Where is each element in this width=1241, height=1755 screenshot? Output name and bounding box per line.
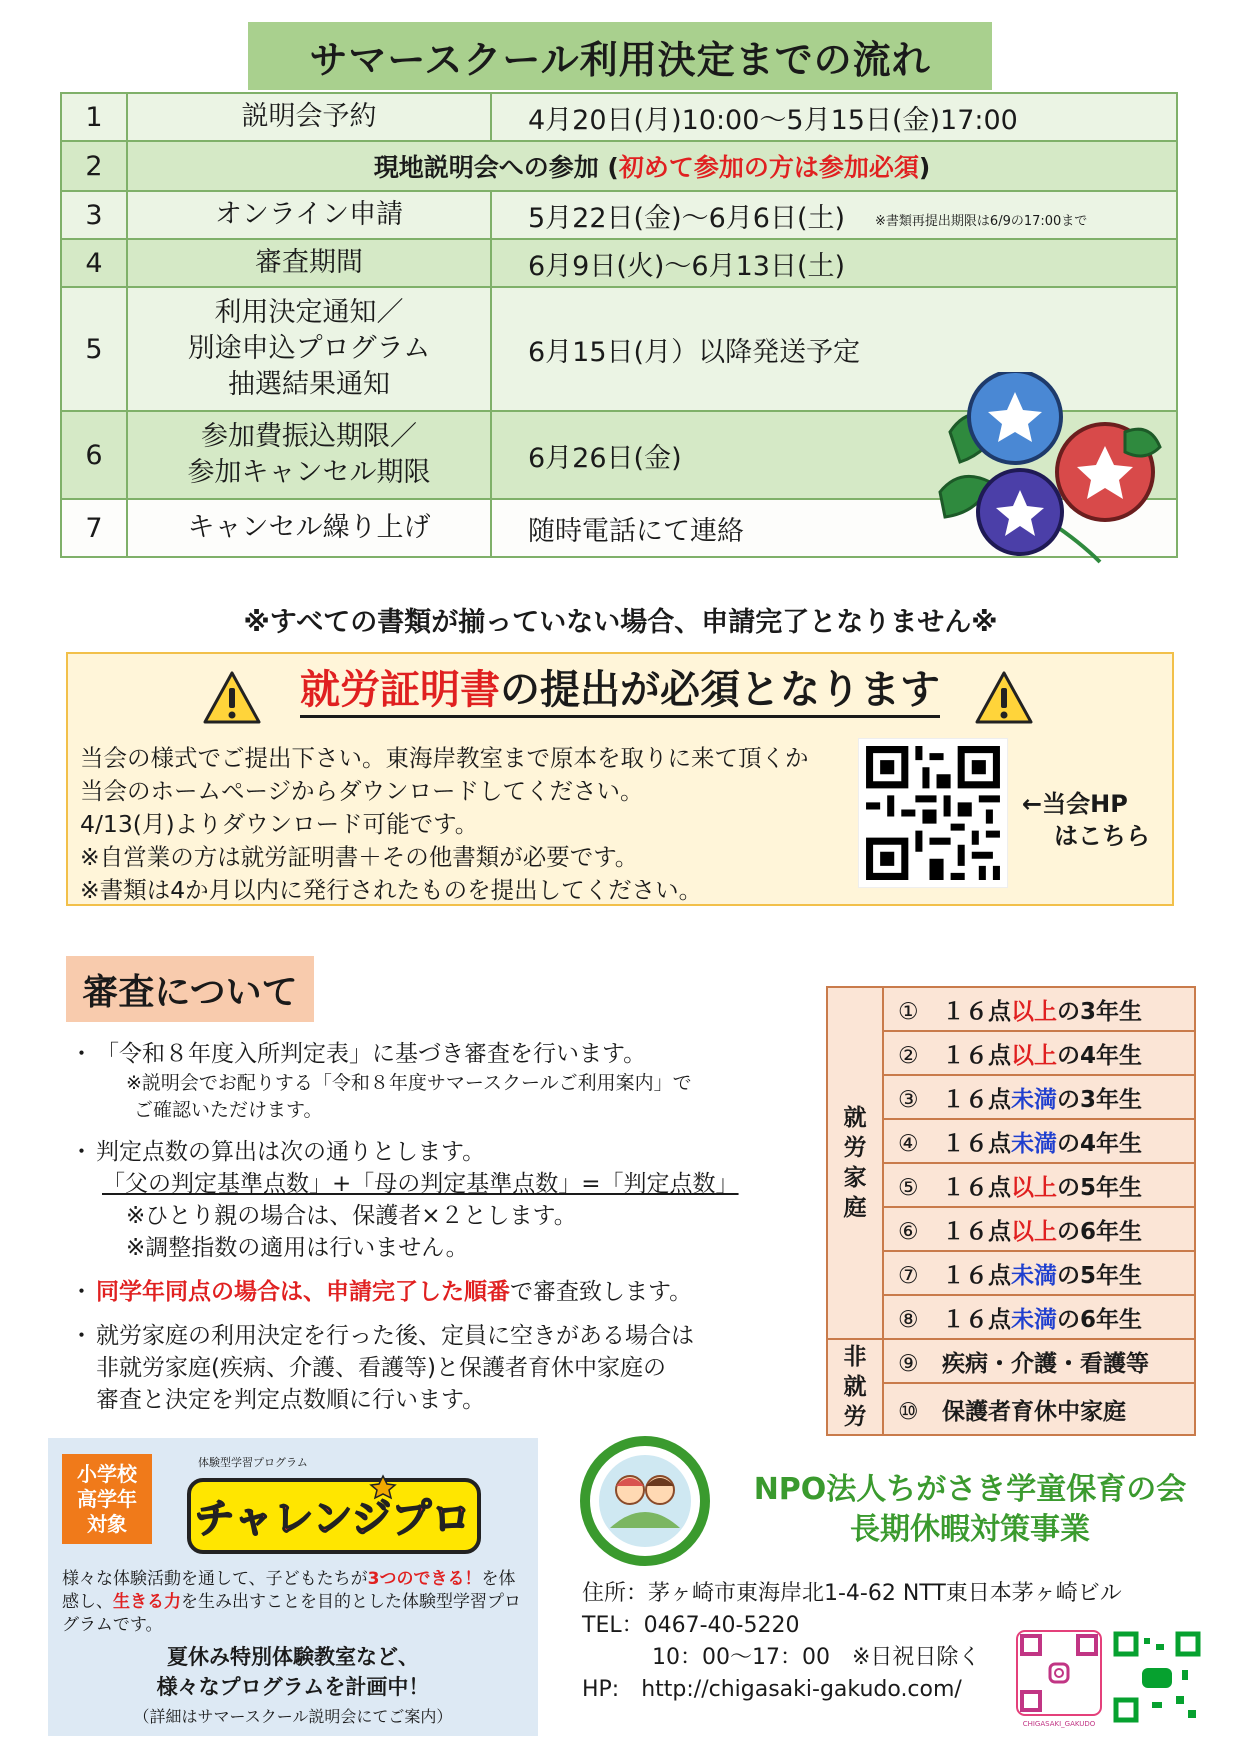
rank-points: １６点 — [942, 1042, 1011, 1069]
rank-number: ③ — [898, 1086, 919, 1113]
step-value: 5月22日(金)～6月6日(土) — [528, 202, 846, 234]
table-row — [827, 1339, 1195, 1383]
step-note: ※書類再提出期限は6/9の17:00まで — [875, 213, 1088, 229]
review-bullets — [70, 1038, 800, 1428]
rank-points: １６点 — [942, 1306, 1011, 1333]
table-row — [61, 191, 1177, 239]
bullet-subtext: ※説明会でお配りする「令和８年度サマースクールご利用案内」で — [126, 1072, 692, 1094]
table-row — [827, 1383, 1195, 1435]
text-line: 当会のホームページからダウンロードしてください。 — [80, 777, 644, 805]
table-row — [827, 1251, 1195, 1295]
hp-label-line: ←当会HP — [1022, 790, 1128, 818]
rank-item — [883, 1383, 1195, 1435]
employment-certificate-box — [66, 652, 1174, 906]
highlight-line: 様々なプログラムを計画中！ — [156, 1675, 430, 1699]
rank-points: １６点 — [942, 1086, 1011, 1113]
rank-number: ① — [898, 998, 919, 1025]
table-row — [61, 141, 1177, 191]
text-line: 4/13(月)よりダウンロード可能です。 — [80, 810, 479, 838]
text-line: ※書類は4か月以内に発行されたものを提出してください。 — [80, 876, 703, 904]
bullet-subtext: ※調整指数の適用は行いません。 — [126, 1235, 469, 1261]
group-char: 就 — [843, 1105, 867, 1131]
group-char: 家 — [843, 1165, 867, 1191]
step-label — [127, 287, 491, 411]
desc-text: を体感し、 — [62, 1569, 516, 1612]
table-row — [827, 1119, 1195, 1163]
bullet-subtext: ※ひとり親の場合は、保護者×２とします。 — [126, 1203, 577, 1229]
rank-points: １６点 — [942, 1262, 1011, 1289]
warning-icon — [974, 670, 1034, 726]
rank-item — [883, 1119, 1195, 1163]
step-label-line: 抽選結果通知 — [228, 369, 390, 400]
step-number: 7 — [61, 499, 127, 557]
step-label-line: 参加費振込期限／ — [201, 421, 417, 452]
step-value: 6月15日(月）以降発送予定 — [491, 287, 1177, 411]
group-label-working — [827, 987, 883, 1339]
rank-number: ④ — [898, 1130, 919, 1157]
morning-glory-illustration — [930, 372, 1170, 572]
review-bullet — [70, 1276, 800, 1308]
step-value: 随時電話にて連絡 — [491, 499, 1177, 557]
challenge-program-box — [48, 1438, 538, 1736]
review-bullet — [70, 1136, 800, 1264]
desc-text: 様々な体験活動を通して、子どもたちが — [62, 1569, 368, 1589]
rank-points: １６点 — [942, 1174, 1011, 1201]
rank-condition: 以上 — [1011, 1042, 1057, 1069]
rank-number: ⑦ — [898, 1262, 919, 1289]
rank-item — [883, 1251, 1195, 1295]
table-row — [61, 93, 1177, 141]
rank-text: 保護者育休中家庭 — [942, 1398, 1126, 1425]
rank-number: ⑥ — [898, 1218, 919, 1245]
badge-line: 小学校 — [77, 1461, 137, 1486]
step-label-line: 利用決定通知／ — [214, 297, 404, 328]
review-bullet — [70, 1320, 800, 1416]
rank-grade: の4年生 — [1057, 1042, 1143, 1069]
badge-line: 対象 — [87, 1511, 127, 1536]
program-description — [62, 1568, 532, 1637]
rank-grade: の5年生 — [1057, 1174, 1143, 1201]
table-row — [827, 987, 1195, 1031]
step-number: 2 — [61, 141, 127, 191]
rank-condition: 以上 — [1011, 1174, 1057, 1201]
desc-text: を生み出すことを目的とした体験型学習プログラムです。 — [62, 1592, 521, 1635]
group-char: 労 — [843, 1135, 867, 1161]
rank-item — [883, 987, 1195, 1031]
step-number: 3 — [61, 191, 127, 239]
rank-item — [883, 1207, 1195, 1251]
text-line: 当会の様式でご提出下さい。東海岸教室まで原本を取りに来て頂くか — [80, 744, 809, 772]
step-label-line: 参加キャンセル期限 — [187, 457, 431, 488]
rank-item — [883, 1295, 1195, 1339]
target-grade-badge — [62, 1454, 152, 1544]
group-label-non-working — [827, 1339, 883, 1435]
rank-condition: 未満 — [1011, 1262, 1057, 1289]
hp-label-line: はこちら — [1054, 822, 1150, 850]
instagram-caption: CHIGASAKI_GAKUDO — [1022, 1720, 1096, 1728]
bullet-subtext: ご確認いただけます。 — [134, 1099, 323, 1121]
homepage-url[interactable]: HP: http://chigasaki-gakudo.com/ — [582, 1677, 962, 1702]
step-label-line: 別途申込プログラム — [187, 333, 431, 364]
rank-grade: の4年生 — [1057, 1130, 1143, 1157]
bullet-text: 非就労家庭(疾病、介護、看護等)と保護者育休中家庭の — [96, 1355, 666, 1381]
bullet-text: ・ 「令和８年度入所判定表」に基づき審査を行います。 — [96, 1041, 647, 1067]
group-char: 労 — [843, 1404, 867, 1430]
rank-number: ⑤ — [898, 1174, 919, 1201]
rank-condition: 未満 — [1011, 1086, 1057, 1113]
group-char: 就 — [843, 1374, 867, 1400]
rank-item — [883, 1031, 1195, 1075]
step-value-cell — [491, 191, 1177, 239]
challenge-pro-logo — [183, 1466, 483, 1562]
page-title: サマースクール利用決定までの流れ — [248, 22, 992, 90]
desc-highlight: 生きる力 — [113, 1592, 181, 1612]
text-line: ※自営業の方は就労証明書＋その他書類が必要です。 — [80, 843, 639, 871]
table-row — [827, 1163, 1195, 1207]
bullet-text: 審査と決定を判定点数順に行います。 — [96, 1387, 486, 1413]
homepage-link-label — [1022, 788, 1150, 852]
organization-name: NPO法人ちがさき学童保育の会 — [753, 1472, 1187, 1507]
rank-number: ② — [898, 1042, 919, 1069]
step-label: キャンセル繰り上げ — [127, 499, 491, 557]
rank-grade: の6年生 — [1057, 1218, 1143, 1245]
group-char: 非 — [843, 1344, 867, 1370]
rank-points: １６点 — [942, 998, 1011, 1025]
rank-grade: の3年生 — [1057, 1086, 1143, 1113]
business-hours: 10：00～17：00 ※日祝日除く — [652, 1645, 981, 1670]
rank-points: １６点 — [942, 1218, 1011, 1245]
priority-ranking-table — [826, 986, 1196, 1436]
rank-grade: の3年生 — [1057, 998, 1143, 1025]
incomplete-notice: ※すべての書類が揃っていない場合、申請完了となりません※ — [243, 607, 998, 638]
step-label: 説明会予約 — [127, 93, 491, 141]
step-number: 1 — [61, 93, 127, 141]
organization-logo — [580, 1436, 710, 1566]
step-number: 6 — [61, 411, 127, 499]
rank-item — [883, 1339, 1195, 1383]
bullet-text: ・ 就労家庭の利用決定を行った後、定員に空きがある場合は — [96, 1323, 694, 1349]
step-text-end: ) — [918, 153, 931, 182]
table-row — [827, 1031, 1195, 1075]
heading-highlight: 就労証明書 — [300, 667, 500, 713]
program-type-label: 体験型学習プログラム — [198, 1456, 308, 1469]
rank-item — [883, 1163, 1195, 1207]
logo-text: チャレンジプロ — [194, 1496, 472, 1542]
bullet-highlight: 同学年同点の場合は、申請完了した順番 — [96, 1279, 510, 1305]
step-label: 審査期間 — [127, 239, 491, 287]
desc-highlight: 3つのできる！ — [367, 1569, 482, 1589]
table-row — [61, 239, 1177, 287]
step-required-text: 初めて参加の方は参加必須 — [618, 153, 919, 182]
employment-certificate-text — [80, 742, 840, 907]
step-number: 5 — [61, 287, 127, 411]
badge-line: 高学年 — [77, 1486, 137, 1511]
review-bullet — [70, 1038, 800, 1124]
group-char: 庭 — [843, 1195, 867, 1221]
rank-points: １６点 — [942, 1130, 1011, 1157]
telephone: TEL：0467-40-5220 — [582, 1613, 800, 1638]
rank-number: ⑩ — [898, 1398, 919, 1425]
instagram-qr-code[interactable] — [1016, 1630, 1102, 1730]
step-value: 4月20日(月)10:00～5月15日(金)17:00 — [491, 93, 1177, 141]
step-value: 6月9日(火)～6月13日(土) — [491, 239, 1177, 287]
score-formula: 「父の判定基準点数」+「母の判定基準点数」=「判定点数」 — [102, 1171, 739, 1197]
organization-name-block — [720, 1470, 1220, 1550]
table-row — [827, 1075, 1195, 1119]
step-text: 現地説明会への参加 ( — [373, 153, 619, 182]
highlight-line: 夏休み特別体験教室など、 — [167, 1645, 419, 1669]
line-qr-code[interactable] — [1112, 1630, 1202, 1726]
program-note: （詳細はサマースクール説明会にてご案内） — [133, 1707, 453, 1726]
step-label: オンライン申請 — [127, 191, 491, 239]
table-row — [827, 1207, 1195, 1251]
step-number: 4 — [61, 239, 127, 287]
address: 住所：茅ヶ崎市東海岸北1-4-62 NTT東日本茅ヶ崎ビル — [582, 1581, 1122, 1606]
homepage-qr-code[interactable] — [858, 738, 1008, 888]
table-row — [827, 1295, 1195, 1339]
rank-grade: の5年生 — [1057, 1262, 1143, 1289]
program-highlight — [48, 1642, 538, 1702]
rank-condition: 未満 — [1011, 1130, 1057, 1157]
bullet-text: で審査致します。 — [510, 1279, 693, 1305]
rank-number: ⑧ — [898, 1306, 919, 1333]
bullet-text: ・ 判定点数の算出は次の通りとします。 — [96, 1139, 486, 1165]
step-label — [127, 411, 491, 499]
project-name: 長期休暇対策事業 — [850, 1512, 1090, 1547]
rank-text: 疾病・介護・看護等 — [942, 1350, 1149, 1377]
step-full-row — [127, 141, 1177, 191]
rank-grade: の6年生 — [1057, 1306, 1143, 1333]
review-heading: 審査について — [66, 956, 314, 1022]
rank-condition: 未満 — [1011, 1306, 1057, 1333]
rank-number: ⑨ — [898, 1350, 919, 1377]
rank-item — [883, 1075, 1195, 1119]
step-value: 6月26日(金) — [491, 411, 1177, 499]
heading-rest: の提出が必須となります — [500, 667, 940, 713]
rank-condition: 以上 — [1011, 998, 1057, 1025]
rank-condition: 以上 — [1011, 1218, 1057, 1245]
